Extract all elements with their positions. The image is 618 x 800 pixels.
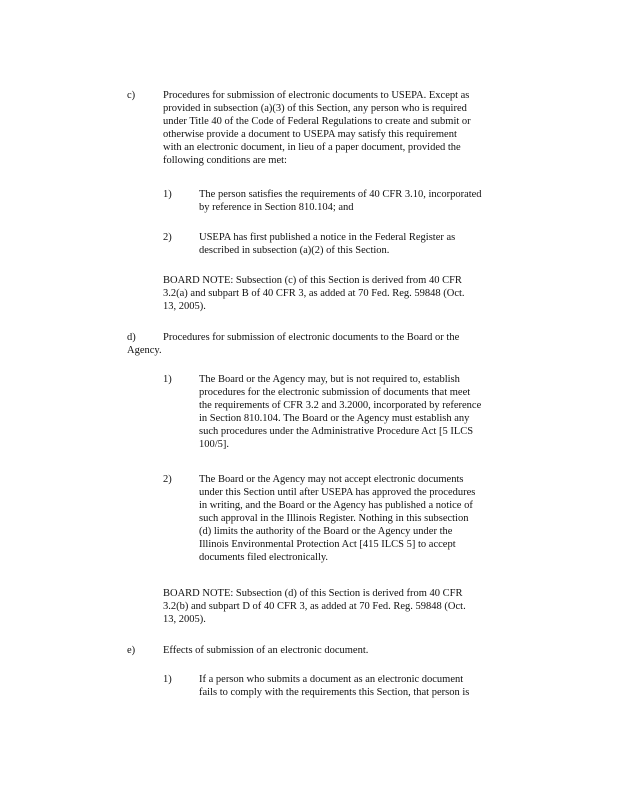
text-line: 3.2(a) and subpart B of 40 CFR 3, as added at 70 Fed. Reg. 59848 (Oct. <box>163 288 465 299</box>
section-e-label: e) <box>127 645 136 656</box>
text-line: BOARD NOTE: Subsection (c) of this Section is derived from 40 CFR <box>163 275 462 286</box>
section-e-heading <box>163 644 463 657</box>
text-line: 3.2(b) and subpart D of 40 CFR 3, as added at 70 Fed. Reg. 59848 (Oct. <box>163 601 466 612</box>
item-c2-text <box>199 231 494 257</box>
text-line: Agency. <box>127 345 162 356</box>
section-d-label: d) <box>127 332 136 343</box>
section-d-board-note <box>163 587 508 626</box>
text-line: Procedures for submission of electronic documents to the Board or the <box>163 332 460 343</box>
item-e1-text <box>199 673 511 699</box>
section-c-text <box>163 89 518 167</box>
text-line: procedures for the electronic submission of documents that meet <box>199 387 471 398</box>
text-line: following conditions are met: <box>163 155 287 166</box>
item-c1-text <box>199 188 499 214</box>
section-c-label: c) <box>127 90 136 101</box>
text-line: fails to comply with the requirements this Section, that person is <box>199 687 470 698</box>
section-c-board-note <box>163 274 508 313</box>
text-line: If a person who submits a document as an electronic document <box>199 674 464 685</box>
text-line: documents filed electronically. <box>199 552 329 563</box>
text-line: with an electronic document, in lieu of a paper document, provided the <box>163 142 461 153</box>
text-line: otherwise provide a document to USEPA may satisfy this requirement <box>163 129 457 140</box>
text-line: described in subsection (a)(2) of this Section. <box>199 245 390 256</box>
text-line: Procedures for submission of electronic documents to USEPA. Except as <box>163 90 470 101</box>
text-line: the requirements of CFR 3.2 and 3.2000, incorporated by reference <box>199 400 482 411</box>
text-line: (d) limits the authority of the Board or the Agency under the <box>199 526 453 537</box>
text-line: BOARD NOTE: Subsection (d) of this Section is derived from 40 CFR <box>163 588 463 599</box>
item-d2-label: 2) <box>163 474 172 485</box>
section-d-heading-cont <box>127 344 227 357</box>
item-c1-label: 1) <box>163 189 172 200</box>
text-line: The Board or the Agency may, but is not required to, establish <box>199 374 460 385</box>
text-line: Illinois Environmental Protection Act [415 ILCS 5] to accept <box>199 539 456 550</box>
text-line: under this Section until after USEPA has approved the procedures <box>199 487 476 498</box>
text-line: Effects of submission of an electronic document. <box>163 645 369 656</box>
text-line: 13, 2005). <box>163 614 206 625</box>
text-line: in Section 810.104. The Board or the Agency must establish any <box>199 413 470 424</box>
text-line: USEPA has first published a notice in the Federal Register as <box>199 232 456 243</box>
item-d1-text <box>199 373 511 451</box>
text-line: 13, 2005). <box>163 301 206 312</box>
text-line: in writing, and the Board or the Agency has published a notice of <box>199 500 473 511</box>
item-d2-text <box>199 473 511 564</box>
text-line: The person satisfies the requirements of 40 CFR 3.10, incorporated <box>199 189 482 200</box>
text-line: provided in subsection (a)(3) of this Section, any person who is required <box>163 103 467 114</box>
text-line: such procedures under the Administrative Procedure Act [5 ILCS <box>199 426 474 437</box>
text-line: under Title 40 of the Code of Federal Regulations to create and submit or <box>163 116 471 127</box>
item-d1-label: 1) <box>163 374 172 385</box>
item-e1-label: 1) <box>163 674 172 685</box>
text-line: by reference in Section 810.104; and <box>199 202 354 213</box>
text-line: such approval in the Illinois Register. Nothing in this subsection <box>199 513 469 524</box>
text-line: The Board or the Agency may not accept electronic documents <box>199 474 464 485</box>
text-line: 100/5]. <box>199 439 230 450</box>
section-d-heading <box>163 331 503 344</box>
item-c2-label: 2) <box>163 232 172 243</box>
